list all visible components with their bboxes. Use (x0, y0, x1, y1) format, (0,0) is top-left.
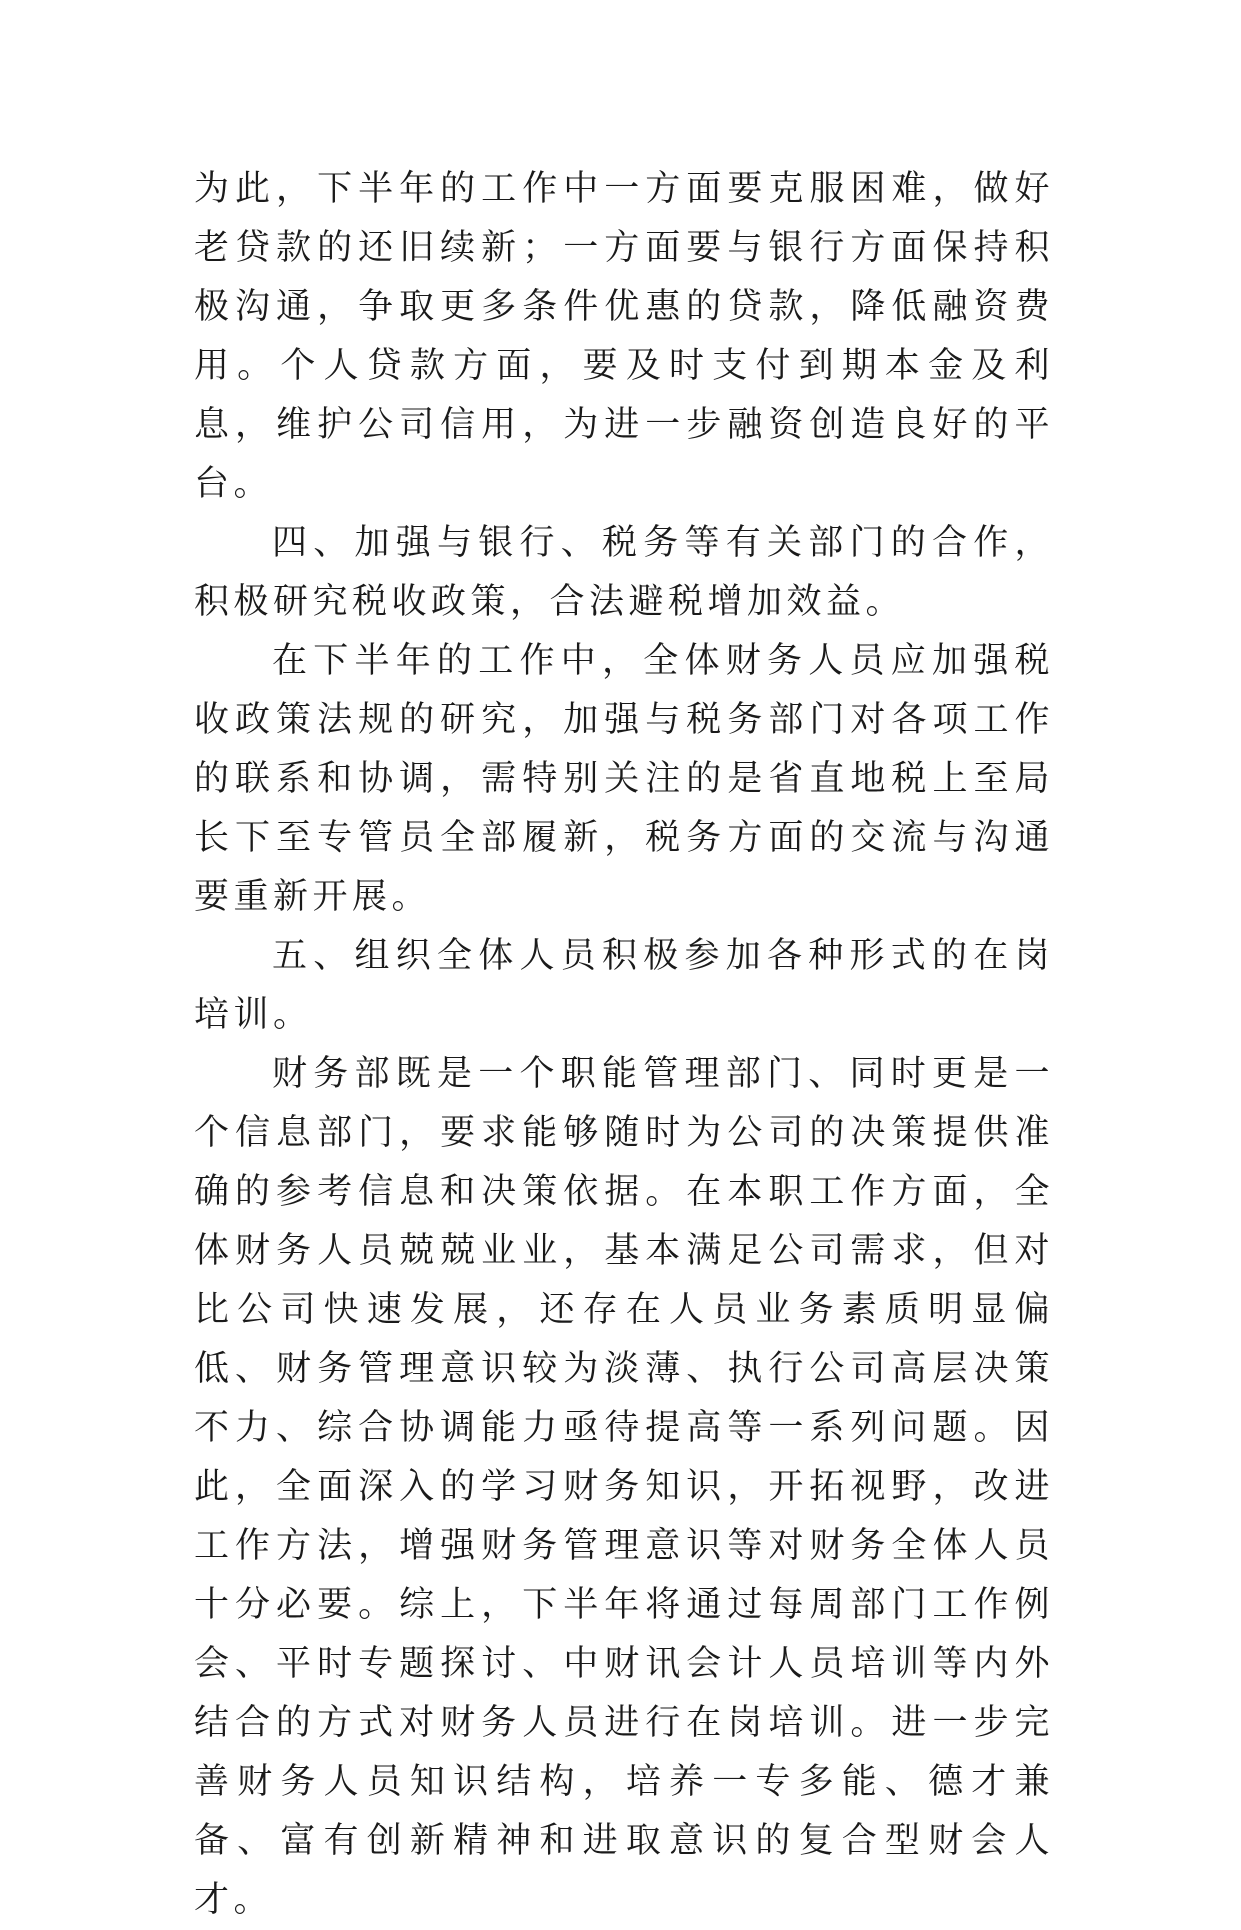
document-body (194, 160, 1054, 1930)
heading-tax-cooperation: 四、加强与银行、税务等有关部门的合作，积极研究税收政策，合法避税增加效益。 (194, 523, 1054, 622)
paragraph-tax-policy: 在下半年的工作中，全体财务人员应加强税收政策法规的研究，加强与税务部门对各项工作的联系和协调，需特别关注的是省直地税上至局长下至专管员全部履新，税务方面的交流与沟通要重新开展。 (194, 641, 1054, 917)
paragraph-training: 财务部既是一个职能管理部门、同时更是一个信息部门，要求能够随时为公司的决策提供准确的参考信息和决策依据。在本职工作方面，全体财务人员兢兢业业，基本满足公司需求，但对比公司快速发展，还存在人员业务素质明显偏低、财务管理意识较为淡薄、执行公司高层决策不力、综合协调能力亟待提高等一系列问题。因此，全面深入的学习财务知识，开拓视野，改进工作方法，增强财务管理意识等对财务全体人员十分必要。综上，下半年将通过每周部门工作例会、平时专题探讨、中财讯会计人员培训等内外结合的方式对财务人员进行在岗培训。进一步完善财务人员知识结构，培养一专多能、德才兼备、富有创新精神和进取意识的复合型财会人才。 (194, 1054, 1054, 1920)
heading-training: 五、组织全体人员积极参加各种形式的在岗培训。 (194, 936, 1054, 1035)
paragraph-loan-plan: 为此，下半年的工作中一方面要克服困难，做好老贷款的还旧续新；一方面要与银行方面保持积极沟通，争取更多条件优惠的贷款，降低融资费用。个人贷款方面，要及时支付到期本金及利息，维护公司信用，为进一步融资创造良好的平台。 (194, 169, 1054, 504)
